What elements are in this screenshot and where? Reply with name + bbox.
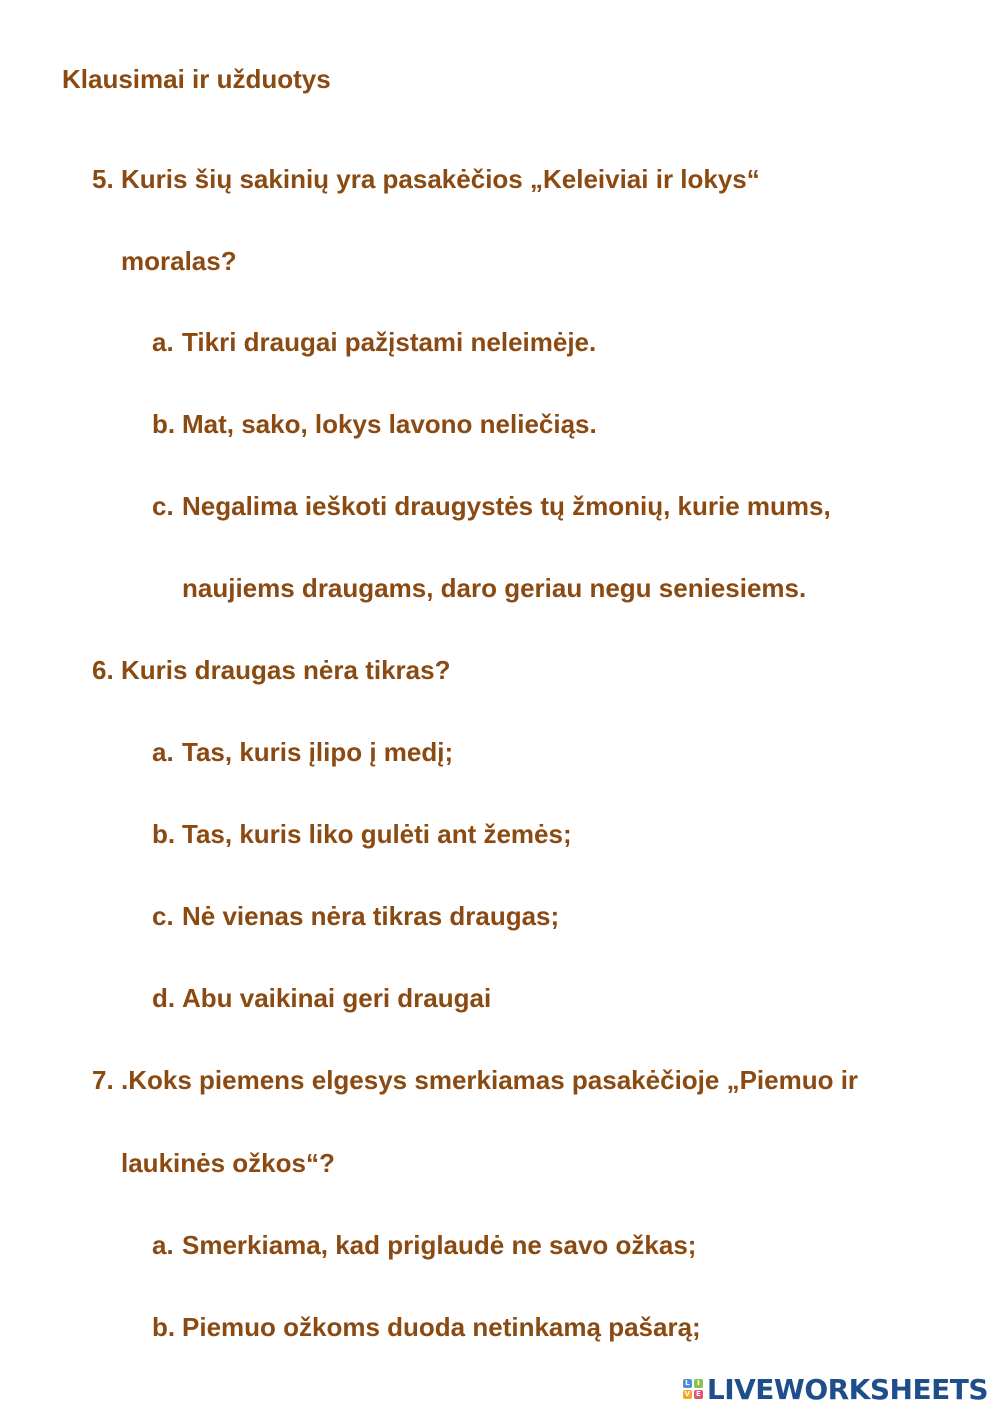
question-number: 7. (92, 1065, 114, 1095)
option-text: Negalima ieškoti draugystės tų žmonių, kurie mums, (182, 491, 831, 521)
liveworksheets-logo (683, 1372, 988, 1406)
question-number: 6. (92, 655, 114, 685)
question-text: laukinės ožkos“? (121, 1148, 335, 1178)
logo-mark-icon (683, 1379, 703, 1399)
option-letter: b. (152, 409, 176, 439)
option-text: Tikri draugai pažįstami neleimėje. (182, 327, 597, 357)
logo-square: V (684, 1390, 691, 1398)
option-letter: a. (152, 327, 174, 357)
option-letter: a. (152, 1230, 174, 1260)
option-text: Abu vaikinai geri draugai (182, 983, 492, 1013)
question-text: Kuris draugas nėra tikras? (121, 655, 451, 685)
question-text: Kuris šių sakinių yra pasakėčios „Keleiviai ir lokys“ (121, 164, 760, 194)
page-heading: Klausimai ir užduotys (62, 64, 331, 94)
logo-square: L (683, 1379, 692, 1388)
option-letter: b. (152, 819, 176, 849)
option-text: Piemuo ožkoms duoda netinkamą pašarą; (182, 1312, 701, 1342)
option-letter: a. (152, 737, 174, 767)
logo-square: E (694, 1390, 703, 1399)
question-text: moralas? (121, 246, 237, 276)
option-text: naujiems draugams, daro geriau negu seniesiems. (182, 573, 807, 603)
option-letter: c. (152, 491, 174, 521)
option-text: Smerkiama, kad priglaudė ne savo ožkas; (182, 1230, 697, 1260)
option-text: Tas, kuris įlipo į medį; (182, 737, 454, 767)
option-text: Nė vienas nėra tikras draugas; (182, 901, 560, 931)
question-number: 5. (92, 164, 114, 194)
option-text: Mat, sako, lokys lavono neliečiąs. (182, 409, 597, 439)
option-letter: b. (152, 1312, 176, 1342)
question-text: .Koks piemens elgesys smerkiamas pasakėčioje „Piemuo ir (121, 1065, 859, 1095)
option-text: Tas, kuris liko gulėti ant žemės; (182, 819, 572, 849)
option-letter: d. (152, 983, 176, 1013)
option-letter: c. (152, 901, 174, 931)
logo-square: I (694, 1379, 703, 1388)
logo-text: LIVEWORKSHEETS (706, 1372, 988, 1406)
